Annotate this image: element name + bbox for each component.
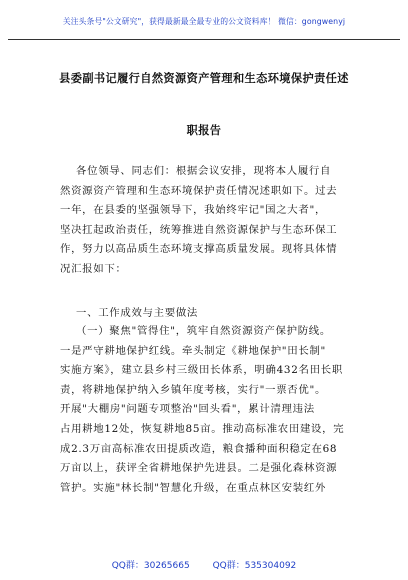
text-line: （一）聚焦"管得住"，筑牢自然资源资产保护防线。 <box>60 325 331 337</box>
text-line: 况汇报如下： <box>60 262 127 275</box>
footer-contact: QQ群：30265665 QQ群：535304092 <box>111 561 297 571</box>
section-heading: 一、工作成效与主要做法 <box>60 307 199 319</box>
intro-paragraph <box>60 162 358 280</box>
text-line: 作，努力以高品质生态环境支撑高质量发展。现将具体情 <box>60 243 338 256</box>
text-line: 万亩以上，获评全省耕地保护先进县。二是强化森林资源 <box>60 462 338 475</box>
text-line: 开展"大棚房"问题专项整治"回头看"，累计清理违法 <box>60 403 315 416</box>
text-line: 一是严守耕地保护红线。牵头制定《耕地保护"田长制" <box>60 344 327 357</box>
text-line: 各位领导、同志们：根据会议安排，现将本人履行自 <box>60 165 332 177</box>
text-line: 坚决扛起政治责任，统筹推进自然资源保护与生态环保工 <box>60 223 338 236</box>
header-banner: 关注头条号"公文研究"，获得最新最全最专业的公文资料库！ 微信：gongwenyj <box>62 17 346 26</box>
text-line: 然资源资产管理和生态环境保护责任情况述职如下。过去 <box>60 184 338 197</box>
text-line: 成2.3万亩高标准农田提质改造，粮食播种面积稳定在68 <box>60 442 338 455</box>
header-divider <box>8 39 400 40</box>
document-title-line-1: 县委副书记履行自然资源资产管理和生态环境保护责任述 <box>59 72 349 85</box>
text-line: 一年，在县委的坚强领导下，我始终牢记"国之大者"， <box>60 204 327 217</box>
text-line: 责，将耕地保护纳入乡镇年度考核，实行"一票否优"。 <box>60 383 327 396</box>
section-paragraph <box>60 322 358 498</box>
text-line: 占用耕地12处，恢复耕地85亩。推动高标准农田建设，完 <box>60 422 345 435</box>
document-title-line-2: 职报告 <box>186 124 222 137</box>
text-line: 实施方案》，建立县乡村三级田长体系，明确432名田长职 <box>60 364 343 377</box>
text-line: 管护。实施"林长制"智慧化升级，在重点林区安装红外 <box>60 481 327 494</box>
